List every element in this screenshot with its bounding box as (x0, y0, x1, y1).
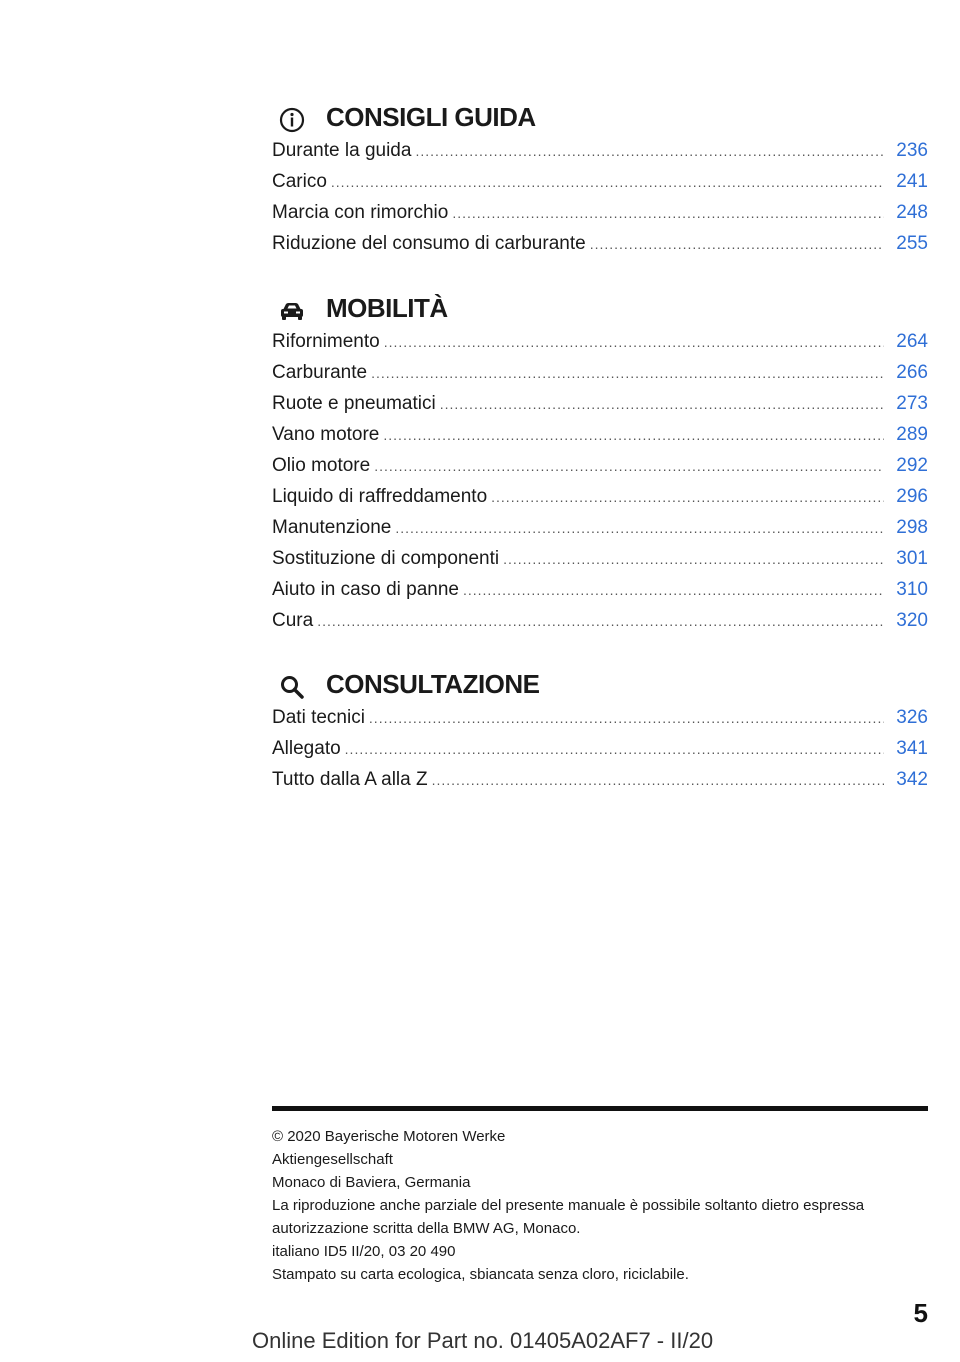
car-icon (278, 297, 306, 325)
toc-entry-title: Manutenzione (272, 517, 392, 538)
leader-dots (503, 551, 884, 567)
leader-dots (383, 427, 884, 443)
toc-page-link[interactable]: 296 (896, 486, 928, 507)
leader-dots (491, 489, 884, 505)
toc-entry[interactable] (272, 769, 928, 800)
leader-dots (374, 458, 884, 474)
toc-entry-title: Aiuto in caso di panne (272, 579, 459, 600)
toc-page-link[interactable]: 264 (896, 331, 928, 352)
section-header (272, 667, 928, 707)
toc-entry[interactable] (272, 455, 928, 486)
section-consultazione (272, 667, 928, 800)
imprint-line: Aktiengesellschaft (272, 1151, 393, 1168)
toc-list (272, 331, 928, 641)
toc-entry[interactable] (272, 140, 928, 171)
toc-entry-title: Tutto dalla A alla Z (272, 769, 428, 790)
imprint-line: autorizzazione scritta della BMW AG, Monaco. (272, 1220, 581, 1237)
toc-page-link[interactable]: 255 (896, 233, 928, 254)
toc-page-link[interactable]: 273 (896, 393, 928, 414)
imprint-line: © 2020 Bayerische Motoren Werke (272, 1128, 506, 1145)
search-icon (278, 673, 306, 701)
toc-entry-title: Cura (272, 610, 314, 631)
leader-dots (452, 205, 884, 221)
toc-page-link[interactable]: 310 (896, 579, 928, 600)
toc-page-link[interactable]: 341 (896, 738, 928, 759)
leader-dots (345, 741, 884, 757)
toc-entry-title: Riduzione del consumo di carburante (272, 233, 586, 254)
toc-entry-title: Rifornimento (272, 331, 380, 352)
toc-entry-title: Olio motore (272, 455, 371, 476)
leader-dots (395, 520, 884, 536)
footer-edition-text: Online Edition for Part no. 01405A02AF7 - II/20 (252, 1328, 714, 1353)
toc-entry-title: Dati tecnici (272, 707, 365, 728)
imprint-line: italiano ID5 II/20, 03 20 490 (272, 1243, 456, 1260)
toc-list (272, 707, 928, 800)
leader-dots (369, 710, 884, 726)
toc-entry[interactable] (272, 233, 928, 264)
toc-page-link[interactable]: 292 (896, 455, 928, 476)
toc-page-link[interactable]: 266 (896, 362, 928, 383)
leader-dots (317, 613, 884, 629)
toc-entry[interactable] (272, 393, 928, 424)
toc-entry[interactable] (272, 424, 928, 455)
toc-page-link[interactable]: 342 (896, 769, 928, 790)
page-number: 5 (913, 1298, 928, 1328)
leader-dots (384, 334, 884, 350)
toc-entry[interactable] (272, 610, 928, 641)
info-icon (278, 106, 306, 134)
imprint-line: Stampato su carta ecologica, sbiancata senza cloro, riciclabile. (272, 1266, 689, 1283)
toc-entry[interactable] (272, 171, 928, 202)
section-consigli-guida (272, 100, 928, 264)
toc-entry-title: Marcia con rimorchio (272, 202, 449, 223)
section-header (272, 100, 928, 140)
toc-entry[interactable] (272, 517, 928, 548)
toc-entry-title: Carburante (272, 362, 368, 383)
toc-page-link[interactable]: 248 (896, 202, 928, 223)
toc-entry-title: Allegato (272, 738, 341, 759)
leader-dots (440, 396, 884, 412)
toc-page-link[interactable]: 326 (896, 707, 928, 728)
section-title: CONSULTAZIONE (326, 669, 540, 699)
leader-dots (590, 236, 884, 252)
section-title: MOBILITÀ (326, 293, 448, 323)
toc-entry-title: Durante la guida (272, 140, 412, 161)
toc-entry[interactable] (272, 738, 928, 769)
toc-list (272, 140, 928, 264)
toc-page-link[interactable]: 320 (896, 610, 928, 631)
leader-dots (415, 143, 884, 159)
leader-dots (371, 365, 884, 381)
leader-dots (463, 582, 884, 598)
toc-entry[interactable] (272, 548, 928, 579)
leader-dots (432, 772, 884, 788)
toc-entry[interactable] (272, 579, 928, 610)
divider-rule (272, 1106, 928, 1111)
toc-page-link[interactable]: 241 (896, 171, 928, 192)
imprint-block (272, 1125, 928, 1286)
toc-entry[interactable] (272, 486, 928, 517)
toc-entry-title: Liquido di raffreddamento (272, 486, 488, 507)
toc-page-link[interactable]: 236 (896, 140, 928, 161)
toc-entry-title: Ruote e pneumatici (272, 393, 436, 414)
toc-entry[interactable] (272, 707, 928, 738)
section-header (272, 291, 928, 331)
imprint-line: Monaco di Baviera, Germania (272, 1174, 471, 1191)
section-mobilita (272, 291, 928, 641)
toc-entry[interactable] (272, 331, 928, 362)
toc-entry-title: Vano motore (272, 424, 380, 445)
toc-entry-title: Sostituzione di componenti (272, 548, 500, 569)
section-title: CONSIGLI GUIDA (326, 102, 536, 132)
imprint-line: La riproduzione anche parziale del presente manuale è possibile soltanto dietro espressa (272, 1197, 865, 1214)
toc-page-link[interactable]: 298 (896, 517, 928, 538)
leader-dots (331, 174, 884, 190)
toc-page-link[interactable]: 289 (896, 424, 928, 445)
toc-page-link[interactable]: 301 (896, 548, 928, 569)
toc-entry-title: Carico (272, 171, 327, 192)
toc-entry[interactable] (272, 362, 928, 393)
toc-entry[interactable] (272, 202, 928, 233)
